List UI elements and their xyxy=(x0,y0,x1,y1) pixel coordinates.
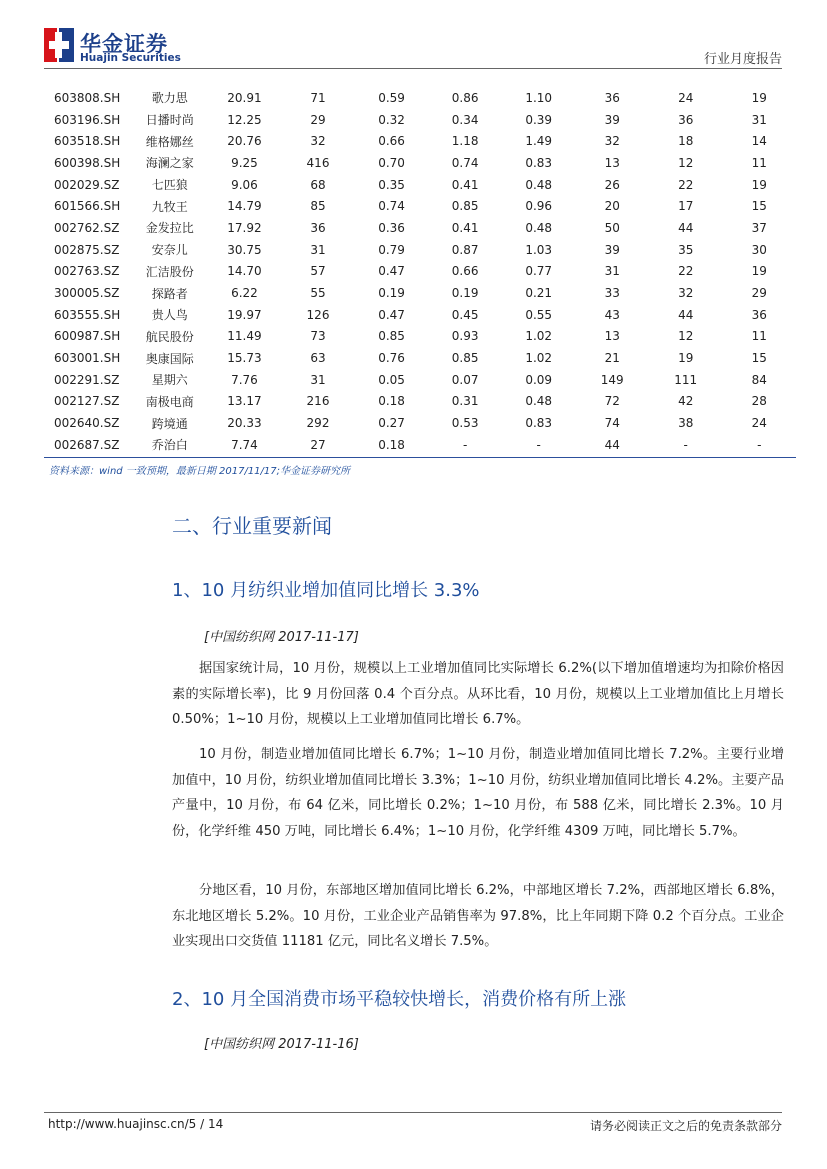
table-cell: 19 xyxy=(678,351,694,366)
table-cell: 0.19 xyxy=(451,286,479,301)
stock-code-cell: 603808.SH xyxy=(54,90,121,105)
table-row xyxy=(44,109,796,131)
table-cell: 17 xyxy=(678,199,694,214)
table-row xyxy=(44,174,796,196)
news-source-2: [中国纺织网 2017-11-16] xyxy=(204,1037,359,1052)
table-cell: 0.59 xyxy=(378,90,405,105)
table-cell: 0.35 xyxy=(378,177,405,192)
table-row xyxy=(44,282,796,304)
table-cell: 74 xyxy=(604,416,620,431)
table-row xyxy=(44,369,796,391)
table-cell: 35 xyxy=(678,242,694,257)
stock-code-cell: 603555.SH xyxy=(54,307,121,322)
stock-name-cell: 歌力思 xyxy=(151,91,188,106)
table-row xyxy=(44,130,796,152)
table-cell: 0.76 xyxy=(378,351,405,366)
table-cell: 0.47 xyxy=(378,264,405,279)
table-cell: 20.91 xyxy=(227,90,262,105)
table-cell: 36 xyxy=(310,220,326,235)
news-1-paragraph-3: 分地区看，10 月份，东部地区增加值同比增长 6.2%，中部地区增长 7.2%，西部地区增长 6.8%，东北地区增长 5.2%。10 月份，工业企业产品销售率为 97.8%，比上年同期下降 0.2 个百分点。工业企业实现出口交货值 11181 亿元，同比名义增长 7.5%。 xyxy=(172,883,784,949)
table-row xyxy=(44,239,796,261)
table-cell: 44 xyxy=(678,220,694,235)
table-cell: 0.53 xyxy=(451,416,479,431)
stock-name-cell: 安奈儿 xyxy=(151,243,188,258)
table-cell: 32 xyxy=(604,134,620,149)
table-cell: 19 xyxy=(751,177,767,192)
table-cell: 73 xyxy=(310,329,326,344)
news-1-paragraph-2: 10 月份，制造业增加值同比增长 6.7%；1~10 月份，制造业增加值同比增长 7.2%。主要行业增加值中，10 月份，纺织业增加值同比增长 3.3%；1~10 月份，纺织业增加值同比增长 4.2%。主要产品产量中，10 月份，布 64 亿米，同比增长 0.2%；1~10 月份，布 588 亿米，同比增长 2.3%。10 月份，化学纤维 450 万吨，同比增长 6.4%；1~10 月份，化学纤维 4309 万吨，同比增长 5.7%。 xyxy=(172,747,784,839)
table-cell: 7.76 xyxy=(231,372,258,387)
table-cell: 0.85 xyxy=(378,329,405,344)
stock-name-cell: 九牧王 xyxy=(151,199,188,214)
news-source-1: [中国纺织网 2017-11-17] xyxy=(204,630,359,645)
table-cell: 0.85 xyxy=(451,351,479,366)
table-row xyxy=(44,347,796,369)
table-cell: 0.87 xyxy=(451,242,479,257)
table-cell: 22 xyxy=(678,177,694,192)
table-cell: 0.39 xyxy=(525,112,553,127)
table-cell: 22 xyxy=(678,264,694,279)
table-cell: 42 xyxy=(678,394,694,409)
table-cell: 0.86 xyxy=(451,90,479,105)
table-cell: 31 xyxy=(604,264,620,279)
stock-name-cell: 海澜之家 xyxy=(145,156,194,171)
table-cell: 36 xyxy=(751,307,767,322)
stock-code-cell: 002875.SZ xyxy=(54,242,120,257)
table-cell: 17.92 xyxy=(227,220,262,235)
table-cell: 0.74 xyxy=(451,155,479,170)
table-cell: 111 xyxy=(674,372,698,387)
table-cell: 63 xyxy=(310,351,326,366)
stock-name-cell: 金发拉比 xyxy=(145,221,194,236)
table-cell: 84 xyxy=(751,372,767,387)
table-cell: 36 xyxy=(604,90,620,105)
table-cell: 14.79 xyxy=(227,199,262,214)
table-cell: 216 xyxy=(306,394,330,409)
table-cell: 18 xyxy=(678,134,694,149)
table-cell: 20.33 xyxy=(227,416,262,431)
table-cell: 6.22 xyxy=(231,286,258,301)
table-cell: 15 xyxy=(751,351,767,366)
table-cell: 0.09 xyxy=(525,372,553,387)
table-cell: 0.41 xyxy=(451,220,479,235)
table-cell: 71 xyxy=(310,90,326,105)
stock-name-cell: 奥康国际 xyxy=(145,351,194,366)
huajin-logo-icon xyxy=(44,28,74,62)
table-cell: 19.97 xyxy=(227,307,262,322)
table-cell: 27 xyxy=(310,437,326,452)
table-cell: 7.74 xyxy=(231,437,258,452)
table-cell: 20.76 xyxy=(227,134,262,149)
stock-code-cell: 002762.SZ xyxy=(54,220,120,235)
table-cell: 0.05 xyxy=(378,372,405,387)
stock-name-cell: 贵人鸟 xyxy=(151,308,188,323)
table-row xyxy=(44,87,796,109)
news-title-2: 2、10 月全国消费市场平稳较快增长，消费价格有所上涨 xyxy=(172,989,627,1010)
table-cell: 0.70 xyxy=(378,155,405,170)
stock-name-cell: 维格娜丝 xyxy=(145,134,194,149)
table-row xyxy=(44,152,796,174)
table-cell: 0.36 xyxy=(378,220,405,235)
table-cell: 0.27 xyxy=(378,416,405,431)
table-cell: 0.79 xyxy=(378,242,405,257)
table-cell: 1.02 xyxy=(525,351,553,366)
table-cell: 11.49 xyxy=(227,329,262,344)
table-cell: 24 xyxy=(751,416,767,431)
table-cell: 292 xyxy=(306,416,330,431)
table-cell: 0.74 xyxy=(378,199,405,214)
table-cell: 44 xyxy=(678,307,694,322)
table-cell: 416 xyxy=(306,155,330,170)
stock-name-cell: 星期六 xyxy=(151,373,188,388)
table-cell: 19 xyxy=(751,90,767,105)
table-cell: 0.18 xyxy=(378,394,405,409)
table-cell: 28 xyxy=(751,394,767,409)
stock-code-cell: 002029.SZ xyxy=(54,177,120,192)
page-header xyxy=(44,26,782,70)
table-row xyxy=(44,326,796,348)
table-cell: 14 xyxy=(751,134,767,149)
stock-code-cell: 601566.SH xyxy=(54,199,121,214)
table-row xyxy=(44,391,796,413)
stock-code-cell: 300005.SZ xyxy=(54,286,120,301)
table-row xyxy=(44,261,796,283)
table-cell: 39 xyxy=(604,242,620,257)
table-cell: 0.66 xyxy=(378,134,405,149)
table-cell: 0.41 xyxy=(451,177,479,192)
table-cell: 0.47 xyxy=(378,307,405,322)
table-cell: 12 xyxy=(678,155,694,170)
logo-cn-text: 华金证券 xyxy=(80,32,168,56)
table-cell: 1.03 xyxy=(525,242,553,257)
table-cell: 15 xyxy=(751,199,767,214)
stock-code-cell: 600398.SH xyxy=(54,155,121,170)
section-title: 二、行业重要新闻 xyxy=(172,514,332,538)
table-cell: 37 xyxy=(751,220,767,235)
report-type: 行业月度报告 xyxy=(703,52,782,67)
stock-name-cell: 跨境通 xyxy=(151,416,188,431)
table-cell: 14.70 xyxy=(227,264,262,279)
table-cell: 1.10 xyxy=(525,90,553,105)
table-cell: 50 xyxy=(604,220,620,235)
table-cell: 39 xyxy=(604,112,620,127)
table-cell: 11 xyxy=(751,155,767,170)
stock-code-cell: 603518.SH xyxy=(54,134,121,149)
table-cell: 149 xyxy=(600,372,624,387)
table-cell: 0.48 xyxy=(525,394,553,409)
table-row xyxy=(44,412,796,434)
table-cell: 55 xyxy=(310,286,326,301)
stock-name-cell: 探路者 xyxy=(151,286,188,301)
table-cell: 11 xyxy=(751,329,767,344)
table-cell: 57 xyxy=(310,264,326,279)
table-row xyxy=(44,434,796,456)
news-title-1: 1、10 月纺织业增加值同比增长 3.3% xyxy=(172,580,480,601)
table-cell: 13 xyxy=(604,329,620,344)
table-cell: 85 xyxy=(310,199,326,214)
table-cell: 30.75 xyxy=(227,242,262,257)
table-cell: 0.83 xyxy=(525,416,553,431)
table-cell: 29 xyxy=(751,286,767,301)
table-cell: 126 xyxy=(306,307,330,322)
stock-code-cell: 603001.SH xyxy=(54,351,121,366)
table-cell: 31 xyxy=(751,112,767,127)
table-cell: 13.17 xyxy=(227,394,262,409)
table-cell: 0.32 xyxy=(378,112,405,127)
logo-en-text: Huajin Securities xyxy=(80,52,181,64)
footer-url-page: http://www.huajinsc.cn/5 / 14 xyxy=(48,1117,224,1131)
table-cell: 21 xyxy=(604,351,620,366)
table-row xyxy=(44,195,796,217)
table-cell: 38 xyxy=(678,416,694,431)
table-cell: 29 xyxy=(310,112,326,127)
table-cell: 24 xyxy=(678,90,694,105)
stock-code-cell: 600987.SH xyxy=(54,329,121,344)
table-cell: 9.06 xyxy=(231,177,258,192)
stock-name-cell: 七匹狼 xyxy=(151,178,188,193)
table-cell: 12 xyxy=(678,329,694,344)
table-cell: 9.25 xyxy=(231,155,258,170)
table-source-note: 资料来源：wind 一致预期，最新日期 2017/11/17;华金证券研究所 xyxy=(49,466,351,477)
table-cell: 26 xyxy=(604,177,620,192)
footer-divider xyxy=(44,1112,782,1113)
table-cell: 19 xyxy=(751,264,767,279)
table-cell: 0.31 xyxy=(451,394,479,409)
table-cell: 0.93 xyxy=(451,329,479,344)
table-cell: 0.07 xyxy=(451,372,479,387)
table-cell: 1.18 xyxy=(451,134,479,149)
table-cell: - xyxy=(683,437,688,452)
table-cell: 0.21 xyxy=(525,286,553,301)
table-bottom-rule xyxy=(44,457,796,458)
table-row xyxy=(44,304,796,326)
footer-disclaimer: 请务必阅读正文之后的免责条款部分 xyxy=(589,1119,782,1133)
table-cell: 0.48 xyxy=(525,177,553,192)
table-cell: 32 xyxy=(310,134,326,149)
stock-valuation-table xyxy=(44,87,796,456)
stock-code-cell: 002291.SZ xyxy=(54,372,120,387)
stock-name-cell: 航民股份 xyxy=(145,329,194,344)
table-cell: 20 xyxy=(604,199,620,214)
table-cell: 30 xyxy=(751,242,767,257)
stock-name-cell: 日播时尚 xyxy=(145,113,194,128)
table-cell: 33 xyxy=(604,286,620,301)
table-cell: 0.77 xyxy=(525,264,553,279)
table-cell: 72 xyxy=(604,394,620,409)
table-cell: 1.02 xyxy=(525,329,553,344)
table-cell: 0.83 xyxy=(525,155,553,170)
stock-code-cell: 002640.SZ xyxy=(54,416,120,431)
table-cell: 31 xyxy=(310,372,326,387)
table-cell: 13 xyxy=(604,155,620,170)
table-cell: 31 xyxy=(310,242,326,257)
table-cell: - xyxy=(462,437,468,452)
table-cell: - xyxy=(536,437,541,452)
stock-code-cell: 002763.SZ xyxy=(54,264,120,279)
table-cell: 32 xyxy=(678,286,694,301)
table-cell: 0.19 xyxy=(378,286,405,301)
stock-name-cell: 乔治白 xyxy=(151,438,188,453)
table-cell: 0.55 xyxy=(525,307,553,322)
header-divider xyxy=(44,68,782,69)
table-cell: 0.48 xyxy=(525,220,553,235)
table-cell: 1.49 xyxy=(525,134,553,149)
table-cell: 0.85 xyxy=(451,199,479,214)
stock-code-cell: 002127.SZ xyxy=(54,394,120,409)
news-1-paragraph-1: 据国家统计局，10 月份，规模以上工业增加值同比实际增长 6.2%(以下增加值增速均为扣除价格因素的实际增长率)，比 9 月份回落 0.4 个百分点。从环比看，10 月份，规模以上工业增加值比上月增长 0.50%；1~10 月份，规模以上工业增加值同比增长 6.7%。 xyxy=(172,661,784,727)
table-cell: 0.18 xyxy=(378,437,405,452)
table-cell: 12.25 xyxy=(227,112,262,127)
stock-name-cell: 汇洁股份 xyxy=(145,264,194,279)
table-cell: 0.45 xyxy=(451,307,479,322)
table-cell: 15.73 xyxy=(227,351,262,366)
stock-code-cell: 002687.SZ xyxy=(54,437,120,452)
table-cell: 36 xyxy=(678,112,694,127)
table-cell: 0.34 xyxy=(451,112,479,127)
table-cell: - xyxy=(757,437,762,452)
table-cell: 43 xyxy=(604,307,620,322)
table-cell: 0.96 xyxy=(525,199,553,214)
table-cell: 0.66 xyxy=(451,264,479,279)
table-row xyxy=(44,217,796,239)
stock-code-cell: 603196.SH xyxy=(54,112,121,127)
table-cell: 68 xyxy=(310,177,326,192)
stock-name-cell: 南极电商 xyxy=(145,394,194,409)
table-cell: 44 xyxy=(604,437,620,452)
